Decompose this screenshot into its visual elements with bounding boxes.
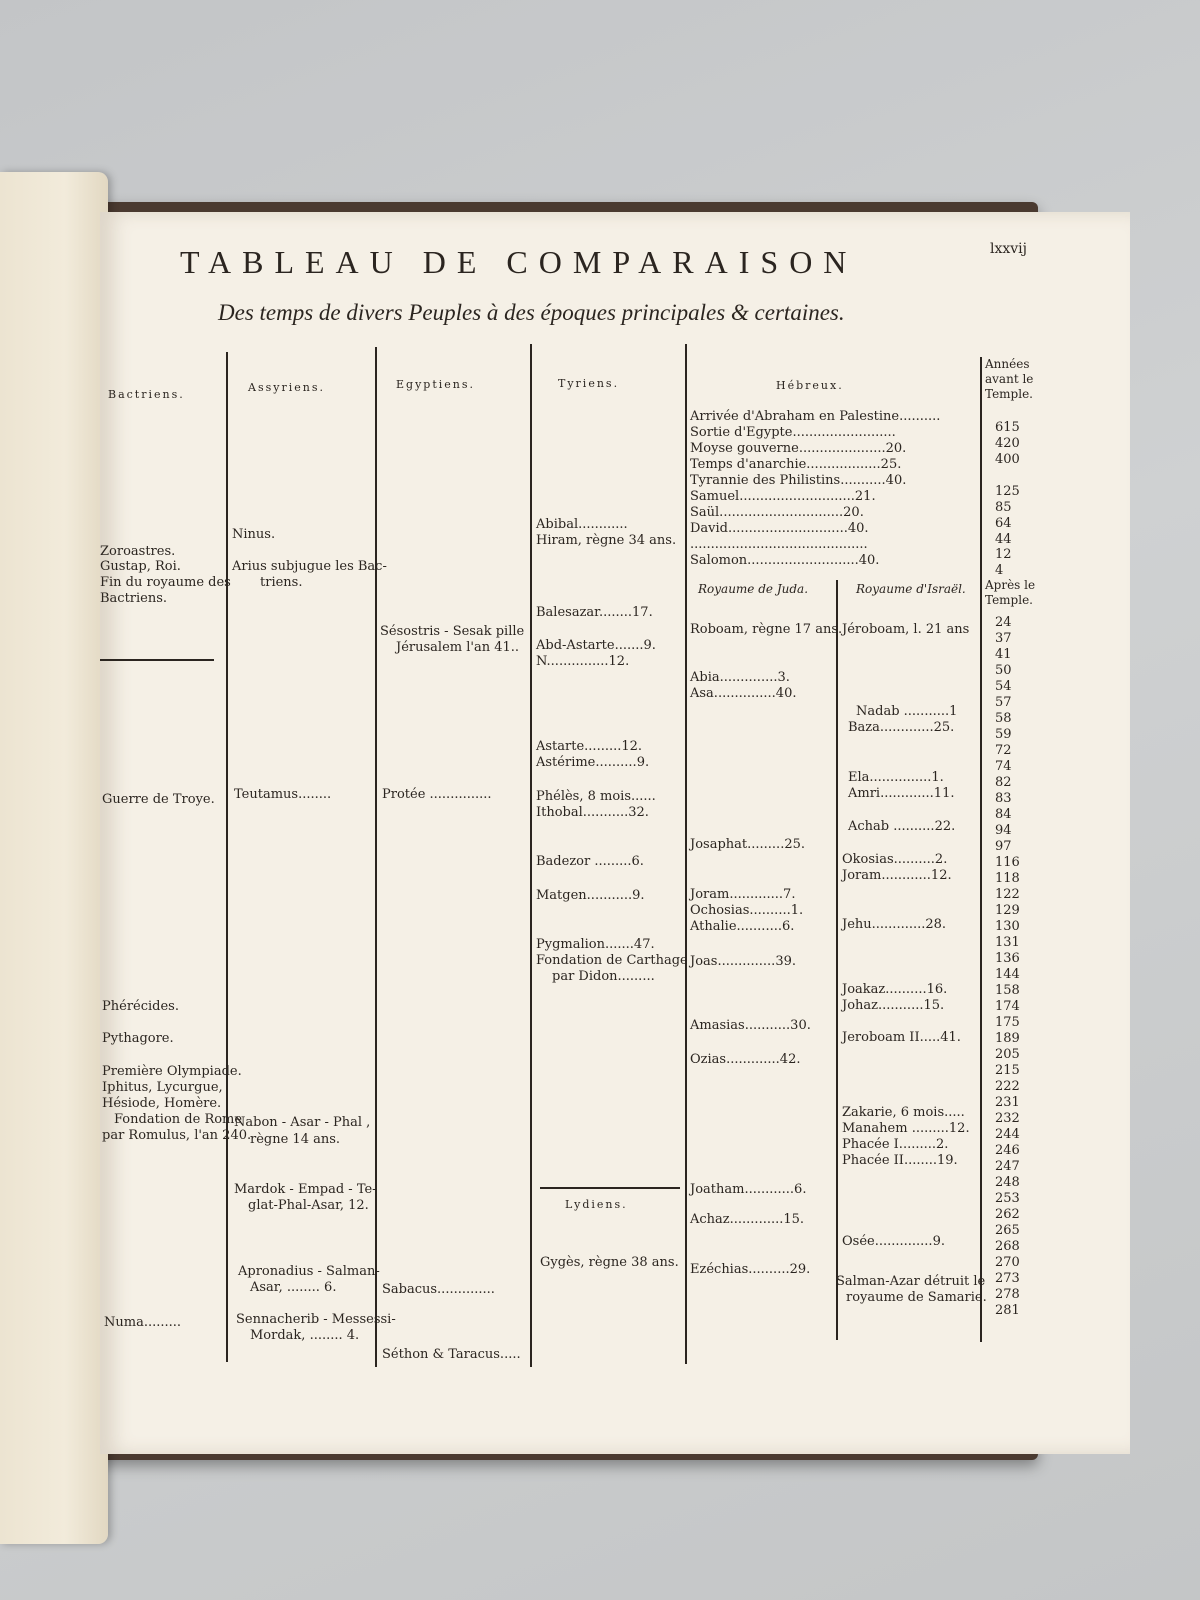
egyptiens-entry: Séthon & Taracus.....: [382, 1347, 521, 1362]
juda-entry: Abia..............3.: [690, 670, 790, 685]
year-after: 268: [995, 1239, 1020, 1254]
tyriens-entry: Astérime..........9.: [536, 755, 650, 770]
header-lydiens: Lydiens.: [565, 1198, 628, 1211]
juda-entry: Joas..............39.: [690, 954, 796, 969]
year-after: 72: [995, 743, 1012, 758]
israel-entry: Baza.............25.: [848, 720, 955, 735]
year-before: 615: [995, 420, 1020, 435]
tyriens-entry: Ithobal...........32.: [536, 805, 649, 820]
assyriens-entry: Mardok - Empad - Te-: [234, 1182, 377, 1197]
israel-entry: Salman-Azar détruit le: [836, 1274, 986, 1289]
column-rule: [530, 344, 532, 1367]
year-after: 83: [995, 791, 1012, 806]
assyriens-entry: glat-Phal-Asar, 12.: [248, 1198, 369, 1213]
tyriens-entry: par Didon.........: [552, 969, 655, 984]
juda-entry: Roboam, règne 17 ans.: [690, 622, 843, 637]
tyriens-entry: Hiram, règne 34 ans.: [536, 533, 677, 548]
israel-entry: Jehu.............28.: [842, 917, 947, 932]
year-before: 64: [995, 516, 1012, 531]
year-after: 231: [995, 1095, 1020, 1110]
bactriens-entry: Pythagore.: [102, 1031, 174, 1046]
year-before: 400: [995, 452, 1020, 467]
column-rule: [980, 357, 982, 1342]
year-after: 129: [995, 903, 1020, 918]
bactriens-entry: Zoroastres.: [100, 544, 176, 559]
year-after: 130: [995, 919, 1020, 934]
hebreux-entry: Salomon...........................40.: [690, 553, 880, 568]
assyriens-entry: Teutamus........: [234, 787, 332, 802]
column-rule: [836, 580, 838, 1340]
column-rule: [226, 352, 228, 1362]
year-before: 4: [995, 563, 1004, 578]
israel-entry: Osée..............9.: [842, 1234, 945, 1249]
year-after: 57: [995, 695, 1012, 710]
egyptiens-entry: Sabacus..............: [382, 1282, 495, 1297]
assyriens-entry: Sennacherib - Messessi-: [236, 1312, 396, 1327]
header-egyptiens: Egyptiens.: [396, 378, 476, 391]
hebreux-entry: Arrivée d'Abraham en Palestine..........: [690, 409, 941, 424]
hebreux-entry: Moyse gouverne.....................20.: [690, 441, 907, 456]
column-rule: [685, 344, 687, 1364]
israel-entry: Jéroboam, l. 21 ans: [842, 622, 970, 637]
section-rule: [540, 1187, 680, 1189]
year-after: 37: [995, 631, 1012, 646]
assyriens-entry: Arius subjugue les Bac-: [232, 559, 387, 574]
bactriens-entry: Fondation de Rome: [114, 1112, 243, 1127]
juda-entry: Amasias...........30.: [690, 1018, 811, 1033]
juda-entry: Achaz.............15.: [690, 1212, 805, 1227]
year-after: 222: [995, 1079, 1020, 1094]
header-annees-avant: Années avant le Temple.: [985, 357, 1034, 401]
folio-number: lxxvij: [990, 241, 1027, 257]
tyriens-entry: Badezor .........6.: [536, 854, 644, 869]
year-before: 420: [995, 436, 1020, 451]
year-after: 281: [995, 1303, 1020, 1318]
israel-entry: Nadab ...........1: [856, 704, 958, 719]
juda-entry: Athalie...........6.: [690, 919, 795, 934]
book-page: [100, 212, 1130, 1454]
year-after: 175: [995, 1015, 1020, 1030]
egyptiens-entry: Sésostris - Sesak pille: [380, 624, 525, 639]
israel-entry: Achab ..........22.: [848, 819, 956, 834]
bactriens-entry: par Romulus, l'an 240.: [102, 1128, 252, 1143]
israel-entry: Johaz...........15.: [842, 998, 945, 1013]
year-after: 247: [995, 1159, 1020, 1174]
israel-entry: Phacée I.........2.: [842, 1137, 949, 1152]
tyriens-entry: Pygmalion.......47.: [536, 937, 655, 952]
israel-entry: Zakarie, 6 mois.....: [842, 1105, 965, 1120]
year-after: 118: [995, 871, 1020, 886]
hebreux-entry: ...........................................: [690, 537, 868, 552]
juda-entry: Joram.............7.: [690, 887, 796, 902]
year-after: 158: [995, 983, 1020, 998]
assyriens-entry: Ninus.: [232, 527, 276, 542]
egyptiens-entry: Protée ...............: [382, 787, 492, 802]
year-after: 136: [995, 951, 1020, 966]
egyptiens-entry: Jérusalem l'an 41..: [396, 640, 520, 655]
bactriens-entry: Phérécides.: [102, 999, 179, 1014]
section-rule: [100, 659, 214, 661]
bactriens-entry: Gustap, Roi.: [100, 559, 181, 574]
header-israel: Royaume d'Israël.: [856, 582, 966, 596]
israel-entry: Phacée II........19.: [842, 1153, 958, 1168]
year-after: 144: [995, 967, 1020, 982]
bactriens-entry: Première Olympiade.: [102, 1064, 242, 1079]
lydiens-entry: Gygès, règne 38 ans.: [540, 1255, 679, 1270]
header-tyriens: Tyriens.: [558, 377, 620, 390]
header-assyriens: Assyriens.: [248, 381, 325, 394]
bactriens-entry: Bactriens.: [100, 591, 168, 606]
tyriens-entry: Abibal............: [536, 517, 628, 532]
tyriens-entry: Matgen...........9.: [536, 888, 645, 903]
header-bactriens: Bactriens.: [108, 388, 185, 401]
juda-entry: Ochosias..........1.: [690, 903, 804, 918]
year-after: 84: [995, 807, 1012, 822]
year-before: 85: [995, 500, 1012, 515]
tyriens-entry: Fondation de Carthage: [536, 953, 688, 968]
hebreux-entry: David.............................40.: [690, 521, 869, 536]
header-juda: Royaume de Juda.: [698, 582, 809, 596]
assyriens-entry: règne 14 ans.: [250, 1132, 341, 1147]
year-after: 50: [995, 663, 1012, 678]
page-subtitle: Des temps de divers Peuples à des époques principales & certaines.: [218, 300, 845, 325]
year-after: 248: [995, 1175, 1020, 1190]
israel-entry: Okosias..........2.: [842, 852, 948, 867]
year-after: 246: [995, 1143, 1020, 1158]
header-hebreux: Hébreux.: [776, 379, 844, 392]
israel-entry: Ela...............1.: [848, 770, 944, 785]
hebreux-entry: Temps d'anarchie..................25.: [690, 457, 902, 472]
header-apres: Après le Temple.: [985, 578, 1036, 607]
juda-entry: Joatham............6.: [690, 1182, 807, 1197]
year-after: 262: [995, 1207, 1020, 1222]
hebreux-entry: Saül..............................20.: [690, 505, 864, 520]
hebreux-entry: Samuel............................21.: [690, 489, 876, 504]
bactriens-entry: Hésiode, Homère.: [102, 1096, 222, 1111]
year-after: 273: [995, 1271, 1020, 1286]
year-after: 244: [995, 1127, 1020, 1142]
assyriens-entry: Asar, ........ 6.: [250, 1280, 337, 1295]
left-page-edge: [0, 172, 108, 1544]
year-after: 54: [995, 679, 1012, 694]
column-rule: [375, 347, 377, 1367]
year-after: 270: [995, 1255, 1020, 1270]
year-before: 44: [995, 532, 1012, 547]
year-after: 41: [995, 647, 1012, 662]
year-after: 122: [995, 887, 1020, 902]
year-after: 97: [995, 839, 1012, 854]
tyriens-entry: Phélès, 8 mois......: [536, 789, 656, 804]
hebreux-entry: Sortie d'Egypte.........................: [690, 425, 896, 440]
israel-entry: Joram............12.: [842, 868, 952, 883]
israel-entry: Jeroboam II.....41.: [842, 1030, 961, 1045]
bactriens-entry: Numa.........: [104, 1315, 182, 1330]
assyriens-entry: Apronadius - Salman-: [238, 1264, 380, 1279]
year-after: 174: [995, 999, 1020, 1014]
page-title: TABLEAU DE COMPARAISON: [180, 244, 858, 280]
year-after: 24: [995, 615, 1012, 630]
juda-entry: Ozias.............42.: [690, 1052, 801, 1067]
year-after: 94: [995, 823, 1012, 838]
year-after: 116: [995, 855, 1020, 870]
year-after: 189: [995, 1031, 1020, 1046]
year-after: 59: [995, 727, 1012, 742]
israel-entry: Joakaz..........16.: [842, 982, 948, 997]
tyriens-entry: Astarte.........12.: [536, 739, 643, 754]
year-after: 232: [995, 1111, 1020, 1126]
year-after: 58: [995, 711, 1012, 726]
year-after: 253: [995, 1191, 1020, 1206]
bactriens-entry: Guerre de Troye.: [102, 792, 215, 807]
year-after: 82: [995, 775, 1012, 790]
israel-entry: royaume de Samarie.: [846, 1290, 987, 1305]
juda-entry: Josaphat.........25.: [690, 837, 805, 852]
tyriens-entry: Balesazar........17.: [536, 605, 653, 620]
bactriens-entry: Fin du royaume des: [100, 575, 231, 590]
year-after: 74: [995, 759, 1012, 774]
year-before: 125: [995, 484, 1020, 499]
tyriens-entry: N...............12.: [536, 654, 630, 669]
year-after: 278: [995, 1287, 1020, 1302]
israel-entry: Amri.............11.: [848, 786, 955, 801]
israel-entry: Manahem .........12.: [842, 1121, 970, 1136]
year-before: 12: [995, 547, 1012, 562]
assyriens-entry: Nabon - Asar - Phal ,: [234, 1115, 371, 1130]
year-after: 205: [995, 1047, 1020, 1062]
hebreux-entry: Tyrannie des Philistins...........40.: [690, 473, 907, 488]
tyriens-entry: Abd-Astarte.......9.: [536, 638, 656, 653]
year-after: 131: [995, 935, 1020, 950]
assyriens-entry: Mordak, ........ 4.: [250, 1328, 360, 1343]
bactriens-entry: Iphitus, Lycurgue,: [102, 1080, 223, 1095]
year-after: 215: [995, 1063, 1020, 1078]
year-after: 265: [995, 1223, 1020, 1238]
juda-entry: Asa...............40.: [690, 686, 797, 701]
juda-entry: Ezéchias..........29.: [690, 1262, 811, 1277]
assyriens-entry: triens.: [260, 575, 303, 590]
